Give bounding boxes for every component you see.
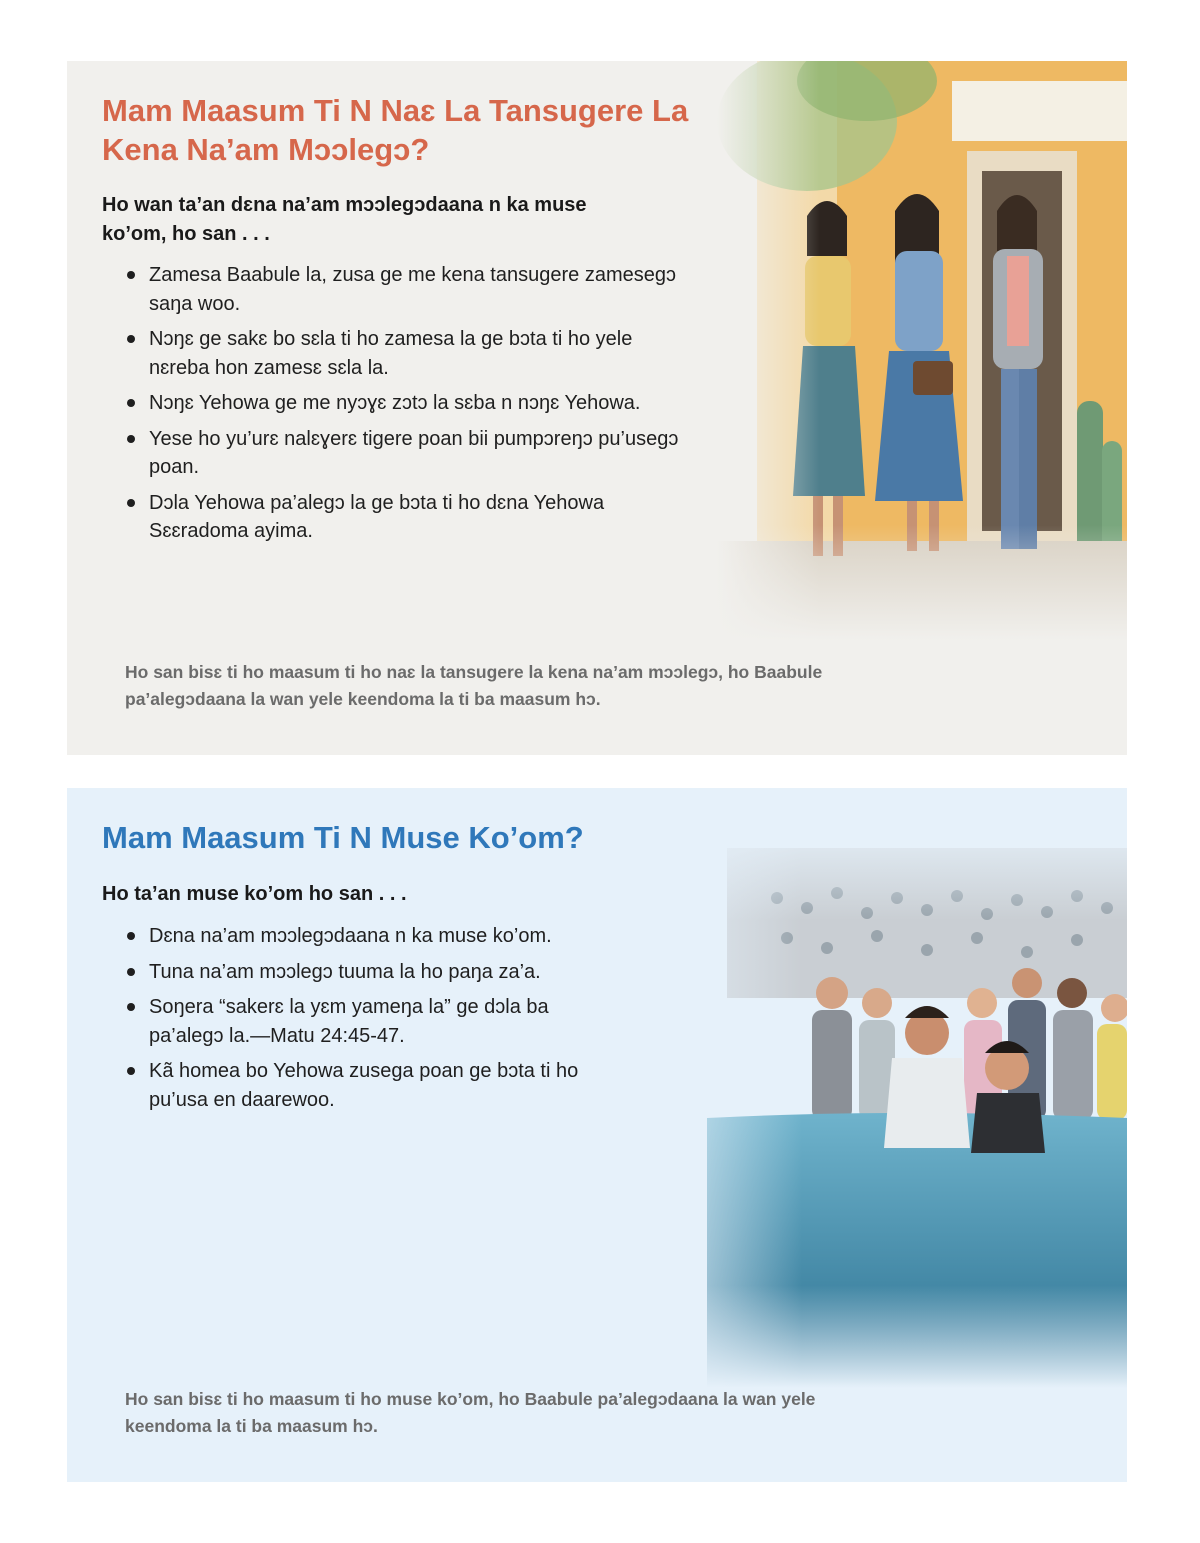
section-title: Mam Maasum Ti N Naɛ La Tansugere La Kena Na’am Mɔɔlegɔ? bbox=[102, 93, 689, 167]
section-baptism bbox=[67, 788, 1127, 1482]
section-preaching bbox=[67, 61, 1127, 755]
preaching-illustration bbox=[717, 61, 1127, 641]
bullet-icon bbox=[127, 435, 135, 443]
list-item-text: Soŋera “sakerɛ la yɛm yameŋa la” ge dɔla ba pa’alegɔ la.—Matu 24:45-47. bbox=[149, 996, 549, 1047]
list-item bbox=[125, 993, 625, 1050]
list-item-text: Kã homea bo Yehowa zusega poan ge bɔta ti ho pu’usa en daarewoo. bbox=[149, 1060, 579, 1111]
list-item-text: Tuna na’am mɔɔlegɔ tuuma la ho paŋa za’a. bbox=[149, 960, 541, 983]
section-footnote: Ho san bisɛ ti ho maasum ti ho naɛ la tansugere la kena na’am mɔɔlegɔ, ho Baabule pa’alegɔdaana la wan yele keendoma la ti ba maasum hɔ. bbox=[125, 662, 823, 709]
bullet-icon bbox=[127, 499, 135, 507]
list-item-text: Nɔŋɛ ge sakɛ bo sɛla ti ho zamesa la ge bɔta ti ho yele nɛreba hon zamesɛ sɛla la. bbox=[149, 328, 633, 379]
requirements-list bbox=[125, 922, 625, 1121]
bullet-icon bbox=[127, 968, 135, 976]
baptism-illustration bbox=[627, 818, 1127, 1388]
list-item-text: Zamesa Baabule la, zusa ge me kena tansugere zamesegɔ saŋa woo. bbox=[149, 264, 676, 315]
bullet-icon bbox=[127, 399, 135, 407]
list-item bbox=[125, 261, 685, 318]
list-item-text: Dɔla Yehowa pa’alegɔ la ge bɔta ti ho dɛna Yehowa Sɛɛradoma ayima. bbox=[149, 491, 605, 542]
requirements-list bbox=[125, 261, 685, 553]
list-item bbox=[125, 325, 685, 382]
bullet-icon bbox=[127, 1003, 135, 1011]
section-title: Mam Maasum Ti N Muse Ko’om? bbox=[102, 820, 584, 855]
list-item bbox=[125, 389, 685, 418]
list-item bbox=[125, 1057, 625, 1114]
section-lead: Ho wan ta’an dɛna na’am mɔɔlegɔdaana n ka muse ko’om, ho san . . . bbox=[102, 194, 587, 245]
list-item-text: Nɔŋɛ Yehowa ge me nyɔɣɛ zɔtɔ la sɛba n nɔŋɛ Yehowa. bbox=[149, 392, 641, 414]
section-lead: Ho ta’an muse ko’om ho san . . . bbox=[102, 883, 407, 905]
bullet-icon bbox=[127, 271, 135, 279]
list-item bbox=[125, 922, 625, 951]
list-item bbox=[125, 958, 625, 987]
bullet-icon bbox=[127, 1067, 135, 1075]
list-item bbox=[125, 489, 685, 546]
list-item bbox=[125, 425, 685, 482]
list-item-text: Yese ho yu’urɛ nalɛɣerɛ tigere poan bii pumpɔreŋɔ pu’usegɔ poan. bbox=[149, 427, 679, 478]
bullet-icon bbox=[127, 932, 135, 940]
list-item-text: Dɛna na’am mɔɔlegɔdaana n ka muse ko’om. bbox=[149, 925, 552, 947]
section-footnote: Ho san bisɛ ti ho maasum ti ho muse ko’om, ho Baabule pa’alegɔdaana la wan yele keendoma la ti ba maasum hɔ. bbox=[125, 1389, 816, 1436]
bullet-icon bbox=[127, 335, 135, 343]
